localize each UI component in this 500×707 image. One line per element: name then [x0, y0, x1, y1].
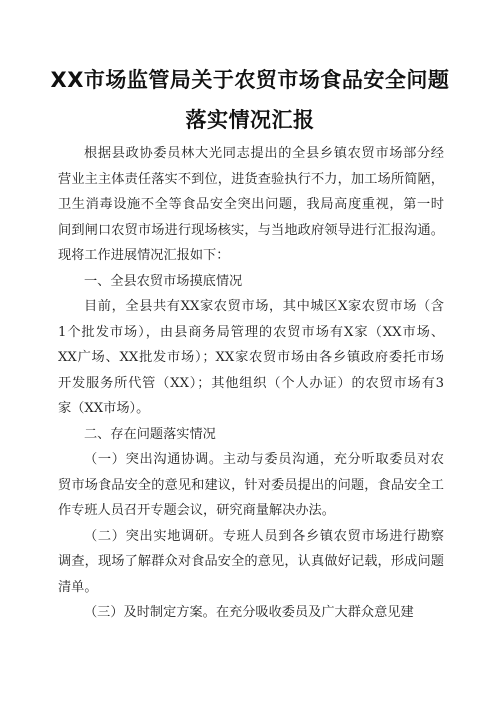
- paragraph-line: 清单。: [58, 579, 98, 595]
- paragraph-line: 作专班人员召开专题会议，研究商量解决办法。: [58, 503, 335, 518]
- section-heading: 一、全县农贸市场摸底情况: [84, 273, 243, 289]
- paragraph-line: 目前，全县共有XX家农贸市场，其中城区X家农贸市场（含: [84, 299, 444, 314]
- document-body: [58, 141, 444, 626]
- paragraph-line: 贸市场食品安全的意见和建议，针对委员提出的问题，食品安全工: [58, 477, 444, 493]
- paragraph-line: 卫生消毒设施不全等食品安全突出问题，我局高度重视，第一时: [58, 197, 444, 212]
- paragraph-line: 营业主主体责任落实不到位，进货查验执行不力，加工场所简陋，: [58, 171, 444, 187]
- paragraph-line: 调查，现场了解群众对食品安全的意见，认真做好记载，形成问题: [58, 554, 444, 569]
- paragraph-line: （三）及时制定方案。在充分吸收委员及广大群众意见建: [84, 605, 414, 620]
- paragraph-line: 间到闸口农贸市场进行现场核实，与当地政府领导进行汇报沟通。: [58, 222, 444, 238]
- document-title-line-1: XX市场监管局关于农贸市场食品安全问题: [50, 68, 450, 92]
- paragraph-line: （二）突出实地调研。专班人员到各乡镇农贸市场进行勘察: [84, 528, 444, 544]
- document-title-line-2: 落实情况汇报: [185, 108, 315, 132]
- paragraph-line: 根据县政协委员林大光同志提出的全县乡镇农贸市场部分经: [84, 146, 444, 161]
- paragraph-line: （一）突出沟通协调。主动与委员沟通，充分听取委员对农: [84, 452, 444, 467]
- paragraph-line: 开发服务所代管（XX）；其他组织（个人办证）的农贸市场有3: [58, 375, 444, 391]
- section-heading: 二、存在问题落实情况: [84, 426, 216, 442]
- paragraph-line: 1个批发市场），由县商务局管理的农贸市场有X家（XX市场、: [58, 324, 444, 340]
- paragraph-line: 现将工作进展情况汇报如下：: [58, 248, 230, 263]
- paragraph-line: 家（XX市场）。: [58, 401, 150, 416]
- paragraph-line: XX广场、XX批发市场）；XX家农贸市场由各乡镇政府委托市场: [58, 350, 444, 365]
